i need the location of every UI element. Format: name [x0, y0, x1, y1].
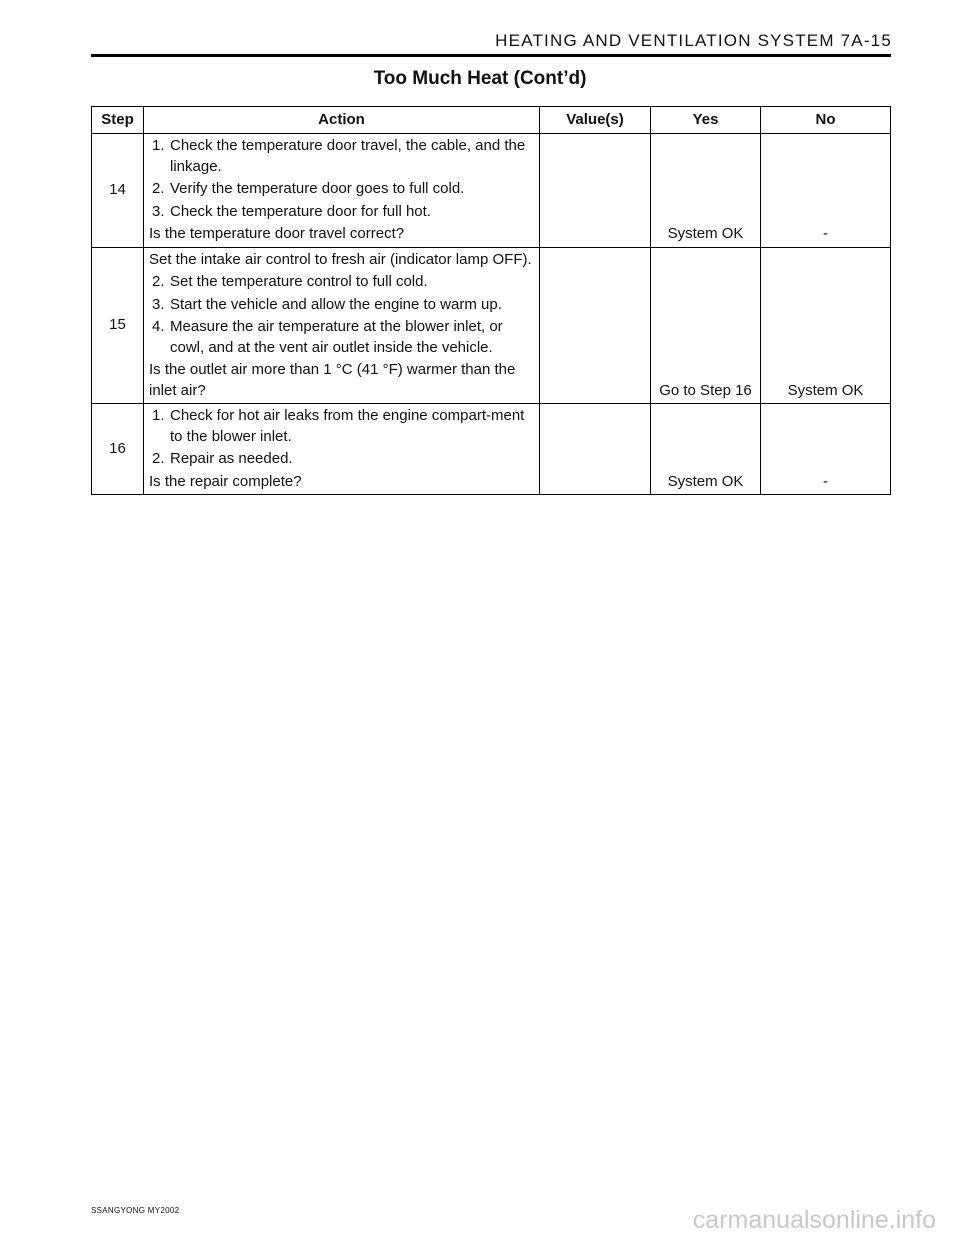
value-cell — [540, 404, 651, 495]
action-question: Is the repair complete? — [149, 472, 302, 490]
action-item: 1. Check for hot air leaks from the engine compart-ment to the blower inlet. — [152, 407, 525, 445]
step-number: 14 — [92, 134, 144, 248]
action-item: 2. Verify the temperature door goes to full cold. — [152, 180, 465, 197]
watermark: carmanualsonline.info — [692, 1206, 936, 1234]
no-cell: System OK — [761, 247, 891, 404]
column-header-action: Action — [144, 107, 540, 134]
no-cell: - — [761, 134, 891, 248]
action-question: Is the outlet air more than 1 °C (41 °F) warmer than the inlet air? — [149, 361, 516, 399]
step-number: 16 — [92, 404, 144, 495]
yes-cell: System OK — [651, 134, 761, 248]
page-title: Too Much Heat (Cont’d) — [373, 68, 587, 89]
running-header: HEATING AND VENTILATION SYSTEM 7A-15 — [495, 31, 892, 50]
action-item: 2. Set the temperature control to full cold. — [152, 273, 428, 290]
action-cell — [144, 247, 540, 404]
step-number: 15 — [92, 247, 144, 404]
diagnostic-table — [91, 106, 891, 495]
table-row — [92, 134, 891, 248]
action-item: 3. Check the temperature door for full hot. — [152, 202, 431, 220]
action-question: Is the temperature door travel correct? — [149, 225, 405, 242]
header-rule — [91, 54, 891, 57]
footer-model-label: SSANGYONG MY2002 — [91, 1206, 180, 1215]
column-header-step: Step — [92, 107, 144, 134]
column-header-no: No — [761, 107, 891, 134]
table-header-row — [92, 107, 891, 134]
yes-cell: System OK — [651, 404, 761, 495]
action-cell — [144, 134, 540, 248]
action-item: 4. Measure the air temperature at the blower inlet, or cowl, and at the vent air outlet inside the vehicle. — [152, 318, 503, 356]
action-intro: Set the intake air control to fresh air (indicator lamp OFF). — [149, 250, 532, 268]
value-cell — [540, 247, 651, 404]
value-cell — [540, 134, 651, 248]
action-cell — [144, 404, 540, 495]
action-item: 2. Repair as needed. — [152, 450, 293, 467]
no-cell: - — [761, 404, 891, 495]
table-row — [92, 404, 891, 495]
column-header-values: Value(s) — [540, 107, 651, 134]
action-item: 3. Start the vehicle and allow the engine to warm up. — [152, 295, 502, 313]
yes-cell: Go to Step 16 — [651, 247, 761, 404]
action-item: 1. Check the temperature door travel, the cable, and the linkage. — [152, 137, 526, 175]
column-header-yes: Yes — [651, 107, 761, 134]
table-row — [92, 247, 891, 404]
